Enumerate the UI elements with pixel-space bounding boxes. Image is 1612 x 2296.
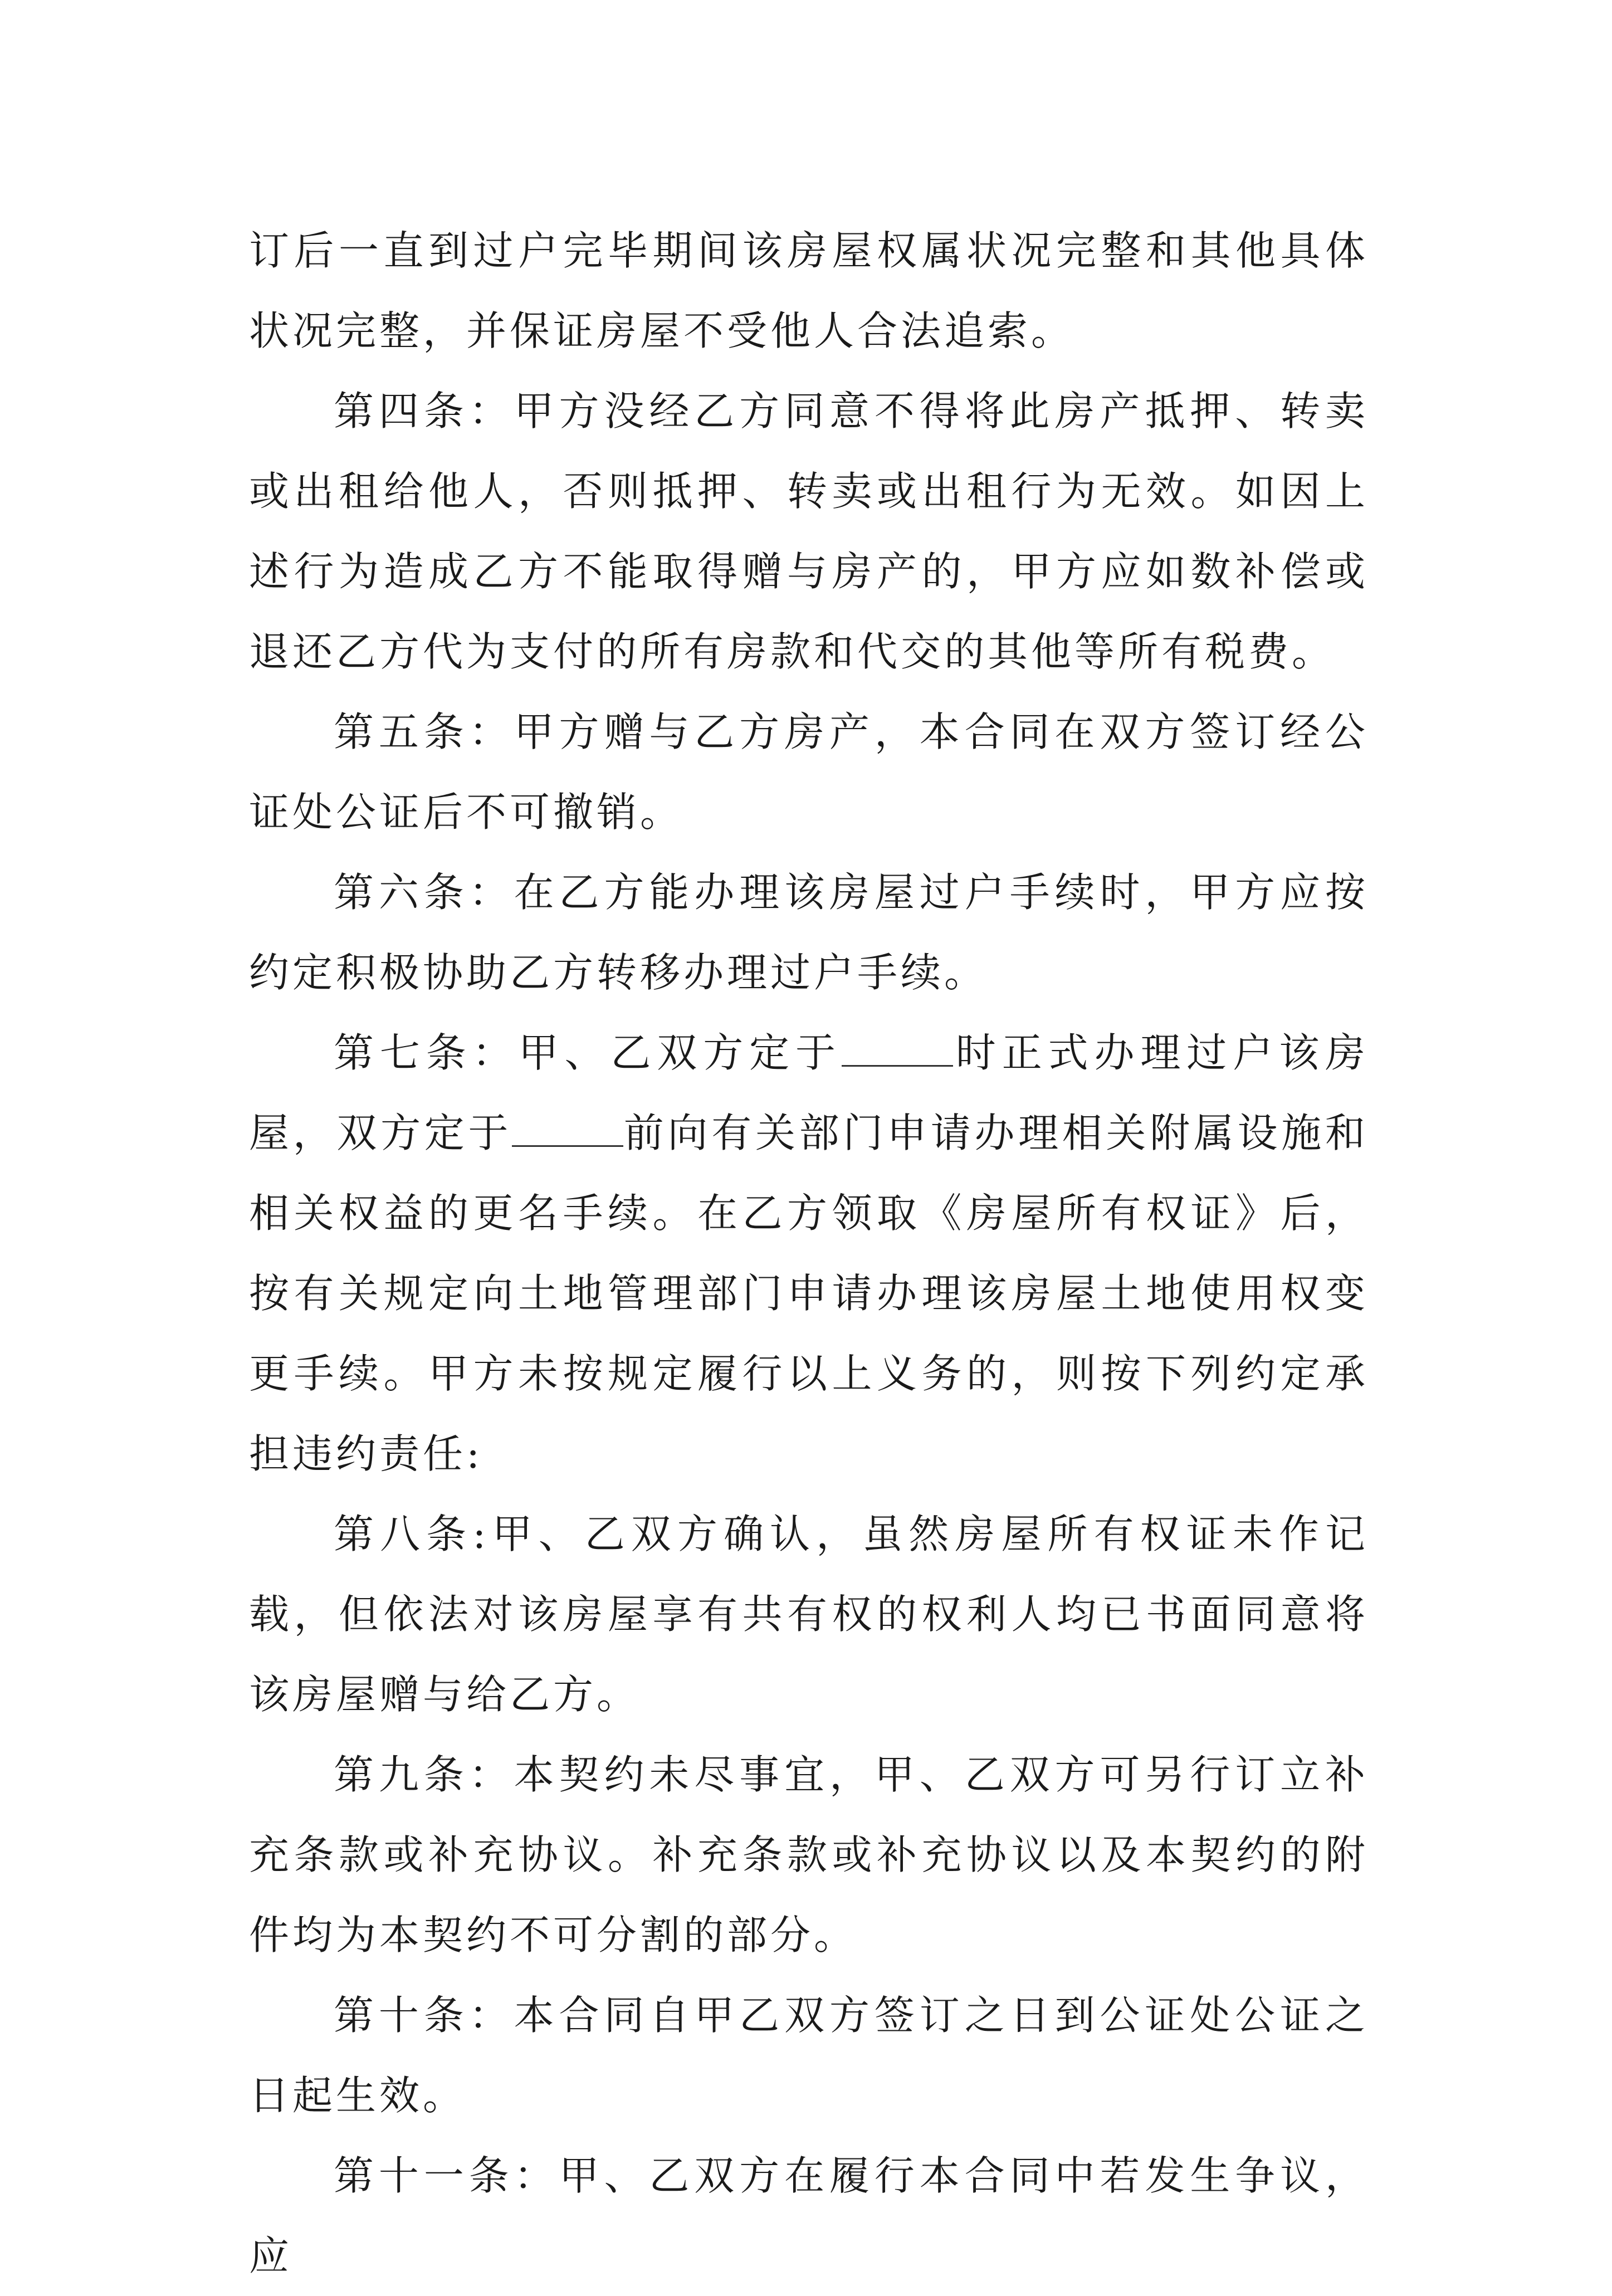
contract-body	[249, 211, 1369, 2296]
paragraph-article-6: 第六条：在乙方能办理该房屋过户手续时，甲方应按约定积极协助乙方转移办理过户手续。	[249, 869, 1369, 996]
paragraph-article-8: 第八条:甲、乙双方确认，虽然房屋所有权证未作记载，但依法对该房屋享有共有权的权利人均已书面同意将该房屋赠与给乙方。	[249, 1511, 1369, 1718]
paragraph-article-9: 第九条：本契约未尽事宜，甲、乙双方可另行订立补充条款或补充协议。补充条款或补充协议以及本契约的附件均为本契约不可分割的部分。	[249, 1751, 1369, 1958]
paragraph-continuation: 订后一直到过户完毕期间该房屋权属状况完整和其他具体状况完整，并保证房屋不受他人合法追索。	[249, 227, 1369, 354]
article-7-part-1: 第七条：甲、乙双方定于	[334, 1029, 842, 1076]
paragraph-article-7	[249, 1013, 1369, 1494]
article-7-part-2: 时正式办理过户该房屋，双方定于	[249, 1029, 1369, 1156]
paragraph-article-10: 第十条：本合同自甲乙双方签订之日到公证处公证之日起生效。	[249, 1992, 1369, 2119]
paragraph-article-5: 第五条：甲方赠与乙方房产，本合同在双方签订经公证处公证后不可撤销。	[249, 709, 1369, 836]
article-7-part-3: 前向有关部门申请办理相关附属设施和相关权益的更名手续。在乙方领取《房屋所有权证》后，按有关规定向土地管理部门申请办理该房屋土地使用权变更手续。甲方未按规定履行以上义务的，则按下列约定承担违约责任:	[249, 1110, 1369, 1477]
paragraph-article-11: 第十一条：甲、乙双方在履行本合同中若发生争议，应	[249, 2152, 1369, 2279]
paragraph-article-4: 第四条：甲方没经乙方同意不得将此房产抵押、转卖或出租给他人，否则抵押、转卖或出租行为无效。如因上述行为造成乙方不能取得赠与房产的，甲方应如数补偿或退还乙方代为支付的所有房款和代交的其他等所有税费。	[249, 388, 1369, 675]
blank-transfer-date	[842, 1029, 953, 1067]
blank-rename-date	[512, 1109, 623, 1147]
